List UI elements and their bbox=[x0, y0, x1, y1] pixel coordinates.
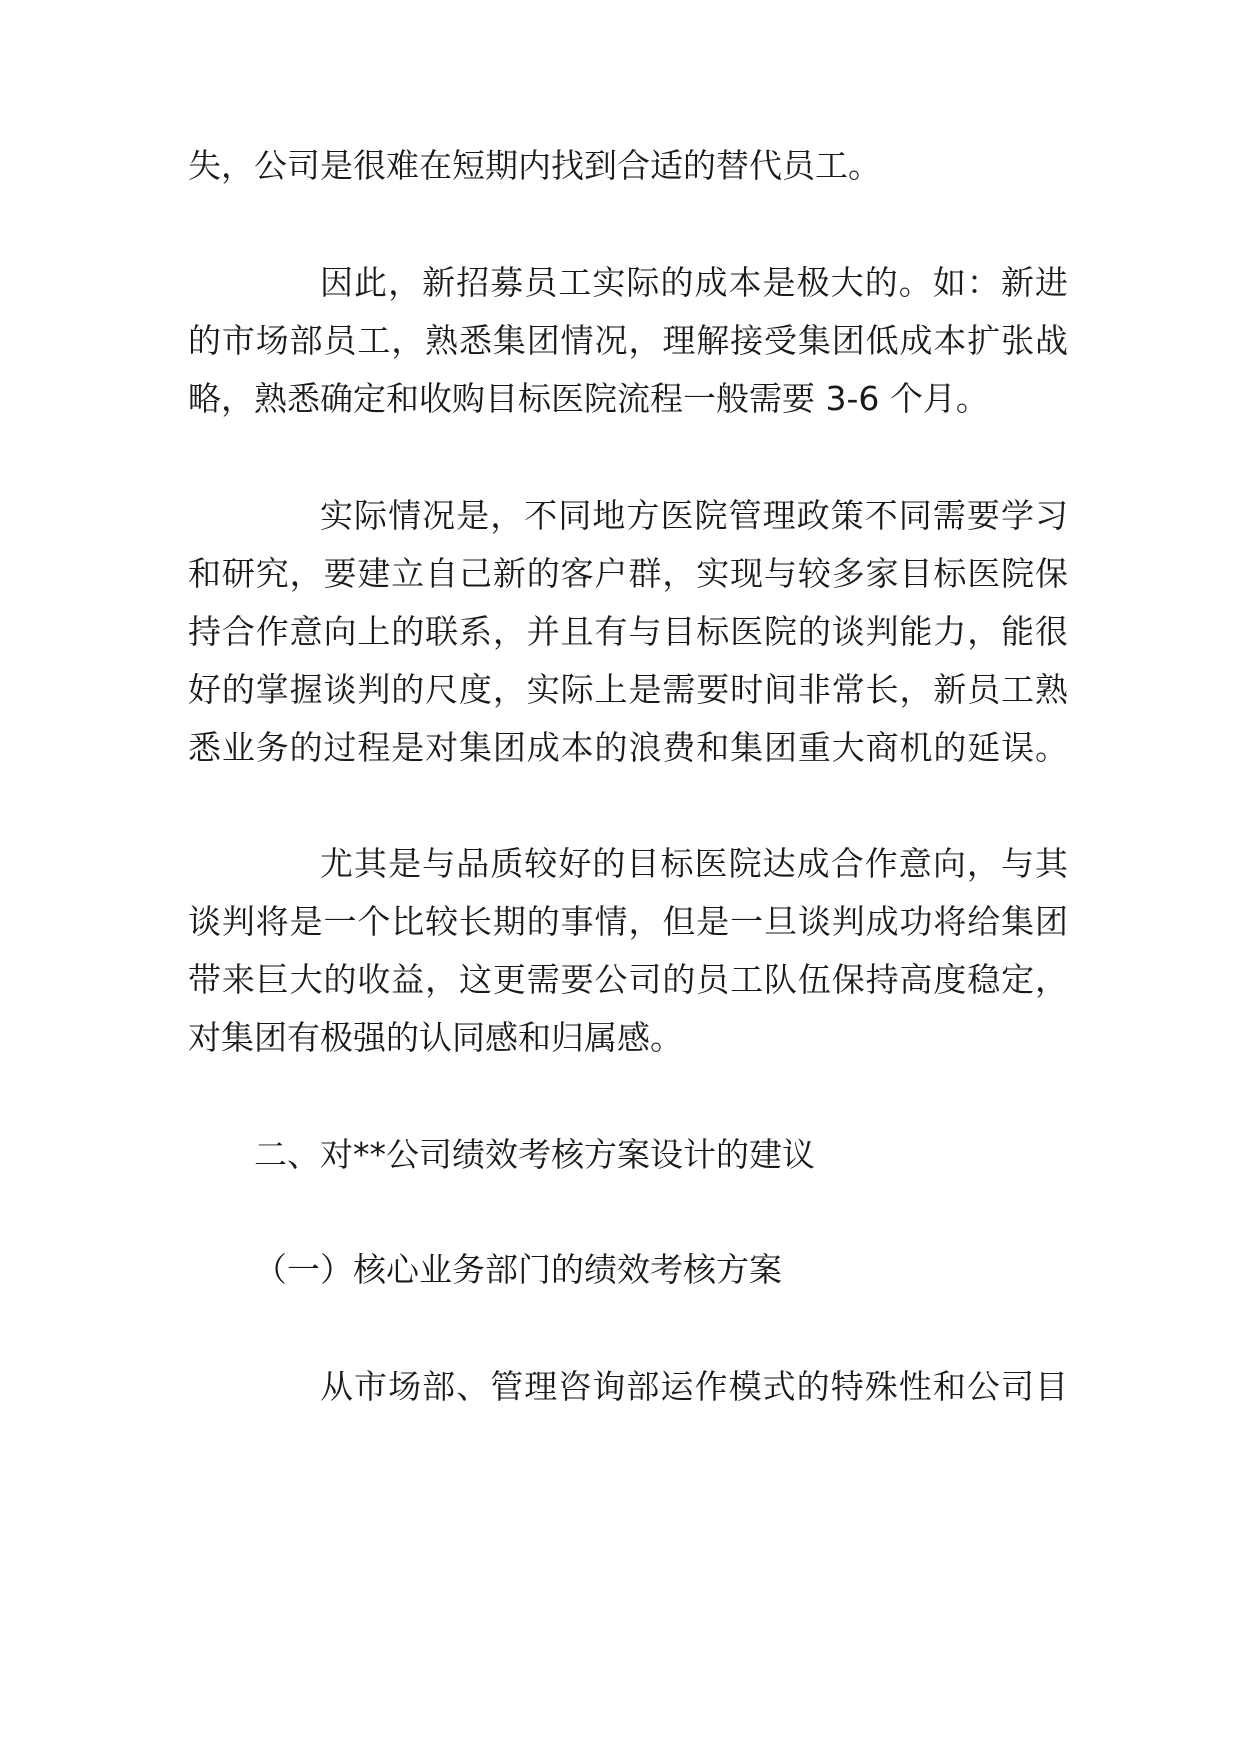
paragraph-line: 失，公司是很难在短期内找到合适的替代员工。 bbox=[188, 146, 881, 185]
paragraph-line: 对集团有极强的认同感和归属感。 bbox=[188, 1018, 683, 1057]
paragraph-line: 谈判将是一个比较长期的事情，但是一旦谈判成功将给集团 bbox=[188, 902, 1068, 941]
section-heading: 二、对**公司绩效考核方案设计的建议 bbox=[254, 1135, 815, 1174]
paragraph-line: 的市场部员工，熟悉集团情况，理解接受集团低成本扩张战 bbox=[188, 321, 1068, 360]
paragraph-line: 实际情况是，不同地方医院管理政策不同需要学习 bbox=[320, 496, 1068, 535]
paragraph-line: 持合作意向上的联系，并且有与目标医院的谈判能力，能很 bbox=[188, 612, 1068, 651]
paragraph-line: 好的掌握谈判的尺度，实际上是需要时间非常长，新员工熟 bbox=[188, 670, 1068, 709]
paragraph-line: 带来巨大的收益，这更需要公司的员工队伍保持高度稳定， bbox=[188, 960, 1068, 999]
paragraph-line: 悉业务的过程是对集团成本的浪费和集团重大商机的延误。 bbox=[188, 728, 1068, 767]
subsection-heading: （一）核心业务部门的绩效考核方案 bbox=[254, 1250, 782, 1289]
paragraph-line: 尤其是与品质较好的目标医院达成合作意向，与其 bbox=[320, 844, 1068, 883]
paragraph-line: 因此，新招募员工实际的成本是极大的。如：新进 bbox=[320, 263, 1068, 302]
paragraph-line: 从市场部、管理咨询部运作模式的特殊性和公司目 bbox=[320, 1367, 1068, 1406]
paragraph-line: 和研究，要建立自己新的客户群，实现与较多家目标医院保 bbox=[188, 554, 1068, 593]
paragraph-line: 略，熟悉确定和收购目标医院流程一般需要 3-6 个月。 bbox=[188, 379, 989, 418]
